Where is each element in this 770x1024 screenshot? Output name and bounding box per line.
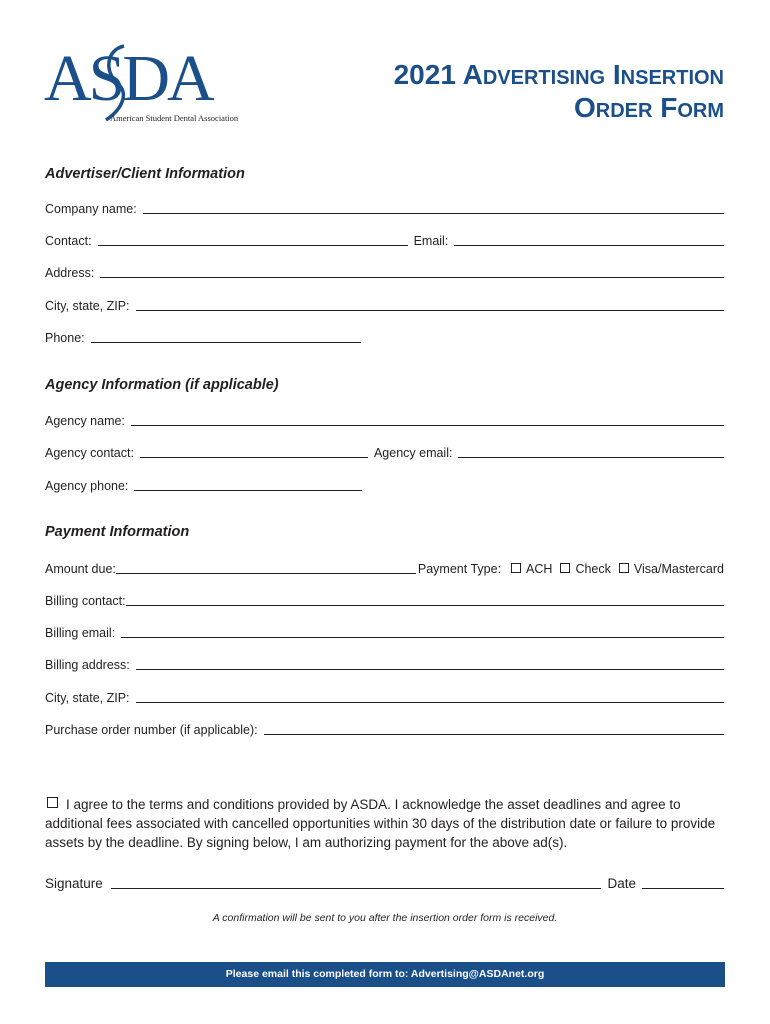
email-label: Email:	[413, 234, 449, 248]
company-label: Company name:	[45, 202, 137, 216]
billing-email-label: Billing email:	[45, 626, 116, 640]
address-label: Address:	[45, 266, 95, 280]
form-title	[394, 58, 724, 124]
billing-address-label: Billing address:	[45, 658, 130, 672]
logo-wordmark: ASDA	[44, 42, 212, 115]
asda-logo	[44, 42, 239, 132]
agree-checkbox[interactable]	[47, 797, 58, 808]
contact-label: Contact:	[45, 234, 92, 248]
email-instruction-banner: Please email this completed form to: Advertising@ASDAnet.org	[45, 962, 725, 987]
amount-label: Amount due:	[45, 562, 116, 576]
contact-field[interactable]	[98, 233, 408, 246]
payment-option-check[interactable]	[560, 562, 610, 576]
payment-option-ach[interactable]	[511, 562, 552, 576]
signature-field[interactable]	[111, 876, 602, 889]
date-field[interactable]	[642, 876, 724, 889]
agency-phone-label: Agency phone:	[45, 479, 129, 493]
city-field[interactable]	[136, 298, 724, 311]
amount-row	[45, 558, 724, 576]
payment-heading: Payment Information	[45, 524, 190, 540]
email-field[interactable]	[454, 233, 724, 246]
agency-phone-field[interactable]	[134, 478, 362, 491]
address-field[interactable]	[100, 265, 724, 278]
agency-name-field[interactable]	[131, 413, 724, 426]
agency-contact-row	[45, 442, 724, 460]
signature-row	[45, 873, 724, 891]
agreement-text: I agree to the terms and conditions provided by ASDA. I acknowledge the asset deadlines and agree to additional fees associated with cancelled opportunities within 30 days of the distribution date or failure to provide assets by the deadline. By signing below, I am authorizing payment for the above ad(s).	[45, 797, 716, 850]
phone-row	[45, 327, 724, 345]
city-label: City, state, ZIP:	[45, 299, 130, 313]
card-label: Visa/Mastercard	[633, 562, 724, 576]
billing-address-row	[45, 654, 724, 672]
company-row	[45, 198, 724, 216]
company-field[interactable]	[143, 201, 724, 214]
card-checkbox[interactable]	[619, 563, 629, 573]
address-row	[45, 262, 724, 280]
billing-email-row	[45, 622, 724, 640]
po-field[interactable]	[264, 722, 724, 735]
billing-contact-label: Billing contact:	[45, 594, 126, 608]
agency-heading: Agency Information (if applicable)	[45, 377, 279, 393]
city-row	[45, 295, 724, 313]
agency-name-label: Agency name:	[45, 414, 125, 428]
billing-city-field[interactable]	[136, 690, 724, 703]
billing-city-label: City, state, ZIP:	[45, 691, 130, 705]
phone-field[interactable]	[91, 330, 361, 343]
billing-contact-field[interactable]	[126, 593, 724, 606]
agreement-block	[45, 795, 726, 852]
po-label: Purchase order number (if applicable):	[45, 723, 258, 737]
advertiser-heading: Advertiser/Client Information	[45, 166, 245, 182]
signature-label: Signature	[45, 876, 103, 891]
agency-phone-row	[45, 475, 724, 493]
agency-contact-field[interactable]	[140, 445, 368, 458]
check-checkbox[interactable]	[560, 563, 570, 573]
billing-city-row	[45, 687, 724, 705]
agency-name-row	[45, 410, 724, 428]
ach-checkbox[interactable]	[511, 563, 521, 573]
billing-contact-row	[45, 590, 724, 608]
phone-label: Phone:	[45, 331, 85, 345]
billing-address-field[interactable]	[136, 657, 724, 670]
form-title-line1: 2021 Advertising Insertion	[393, 59, 724, 90]
check-label: Check	[575, 562, 611, 576]
po-row	[45, 719, 724, 737]
billing-email-field[interactable]	[121, 625, 724, 638]
ach-label: ACH	[526, 562, 553, 576]
payment-option-card[interactable]	[619, 562, 724, 576]
agency-email-field[interactable]	[458, 445, 724, 458]
form-title-line2: Order Form	[574, 92, 724, 123]
agency-contact-label: Agency contact:	[45, 446, 134, 460]
date-label: Date	[607, 876, 636, 891]
contact-row	[45, 230, 724, 248]
logo-subtitle: American Student Dental Association	[110, 113, 239, 123]
amount-field[interactable]	[116, 561, 416, 574]
agency-email-label: Agency email:	[373, 446, 453, 460]
confirmation-note: A confirmation will be sent to you after the insertion order form is received.	[212, 912, 558, 924]
payment-type-label: Payment Type:	[417, 562, 502, 576]
